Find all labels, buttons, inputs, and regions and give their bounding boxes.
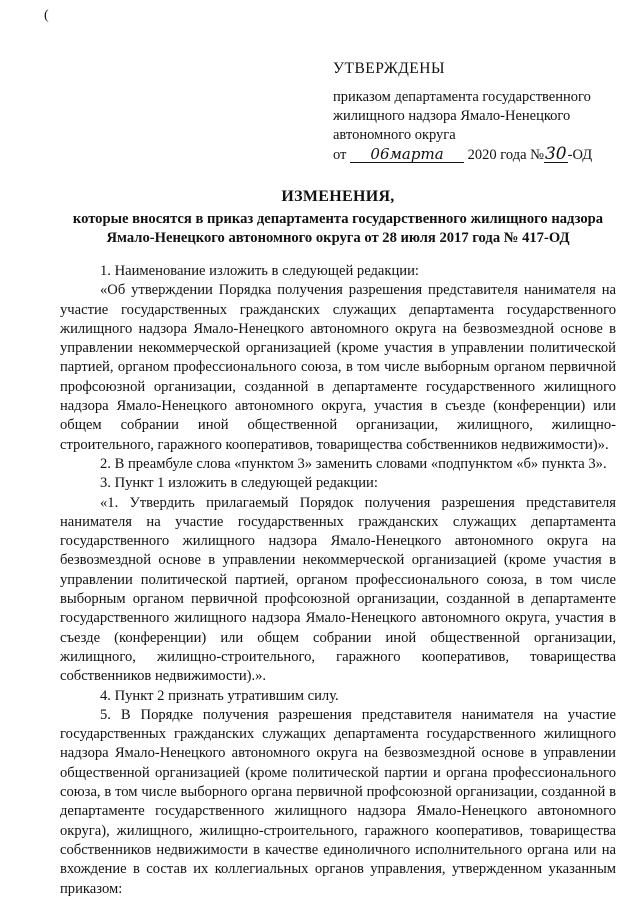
paragraph-item-1: 1. Наименование изложить в следующей редакции: bbox=[100, 263, 419, 279]
approval-line-3: автономного округа bbox=[333, 127, 456, 143]
order-suffix: -ОД bbox=[567, 147, 593, 163]
document-subtitle-line-2: Ямало-Ненецкого автономного округа от 28 июля 2017 года № 417-ОД bbox=[106, 230, 570, 246]
corner-mark: ( bbox=[44, 8, 49, 23]
approval-block bbox=[333, 60, 623, 165]
approval-line-2: жилищного надзора Ямало-Ненецкого bbox=[333, 108, 571, 124]
document-body bbox=[60, 262, 616, 899]
approval-line-1: приказом департамента государственного bbox=[333, 89, 591, 105]
approval-heading: УТВЕРЖДЕНЫ bbox=[333, 60, 445, 77]
year-text: 2020 года № bbox=[467, 147, 544, 163]
document-subtitle-line-1: которые вносятся в приказ департамента государственного жилищного надзора bbox=[72, 211, 604, 227]
paragraph-item-3: 3. Пункт 1 изложить в следующей редакции: bbox=[100, 475, 378, 492]
paragraph-quote-point-1: «1. Утвердить прилагаемый Порядок получения разрешения представителя нанимателя на участие государственных гражданских служащих департамента государственного жилищного надзора Ямало-Ненецкого автономного округа на безвозмездной основе в управлении некоммерческой организацией (кроме участия в управлении политической партией, органом профессионального союза, в том числе выборным органом первичной профсоюзной организации, созданной в департаменте государственного жилищного надзора Ямало-Ненецкого автономного округа, участия в съезде (конференции) или общем собрании иной общественной организации, жилищного, жилищно-строительного, гаражного кооперативов, товарищества собственников недвижимости).». bbox=[60, 494, 616, 685]
paragraph-quote-title: «Об утверждении Порядка получения разрешения представителя нанимателя на участие государственных гражданских служащих департамента государственного жилищного надзора Ямало-Ненецкого автономного округа на безвозмездной основе в управлении некоммерческой организацией (кроме участия в управлении политической партией, органом профессионального союза, в том числе выборным органом первичной профсоюзной организации, созданной в департаменте государственного жилищного надзора Ямало-Ненецкого автономного округа, участия в съезде (конференции) или общем собрании иной общественной организации, жилищного, жилищно-строительного, гаражного кооперативов, товарищества собственников недвижимости)». bbox=[60, 282, 616, 453]
document-title-block bbox=[60, 188, 616, 248]
document-title: ИЗМЕНЕНИЯ, bbox=[281, 188, 395, 205]
handwritten-order-number: 30 bbox=[544, 144, 567, 164]
from-label: от bbox=[333, 147, 347, 163]
paragraph-item-2: 2. В преамбуле слова «пунктом 3» заменить словами «подпунктом «б» пункта 3». bbox=[100, 455, 607, 472]
paragraph-item-5: 5. В Порядке получения разрешения представителя нанимателя на участие государственных гражданских служащих департамента государственного жилищного надзора Ямало-Ненецкого автономного округа на безвозмездной основе в управлении общественной организацией (кроме политической партии и органа профессионального союза, в том числе выборного органа первичной профсоюзной организации, созданной в департаменте государственного жилищного надзора Ямало-Ненецкого автономного округа), жилищного, жилищно-строительного, гаражного кооперативов, товарищества собственников недвижимости в качестве единоличного исполнительного органа или на вхождение в состав их коллегиальных органов управления, утвержденном указанным приказом: bbox=[60, 706, 616, 897]
paragraph-item-4: 4. Пункт 2 признать утратившим силу. bbox=[100, 687, 339, 704]
approval-date-line bbox=[333, 146, 623, 165]
handwritten-date: 06марта bbox=[350, 146, 464, 163]
